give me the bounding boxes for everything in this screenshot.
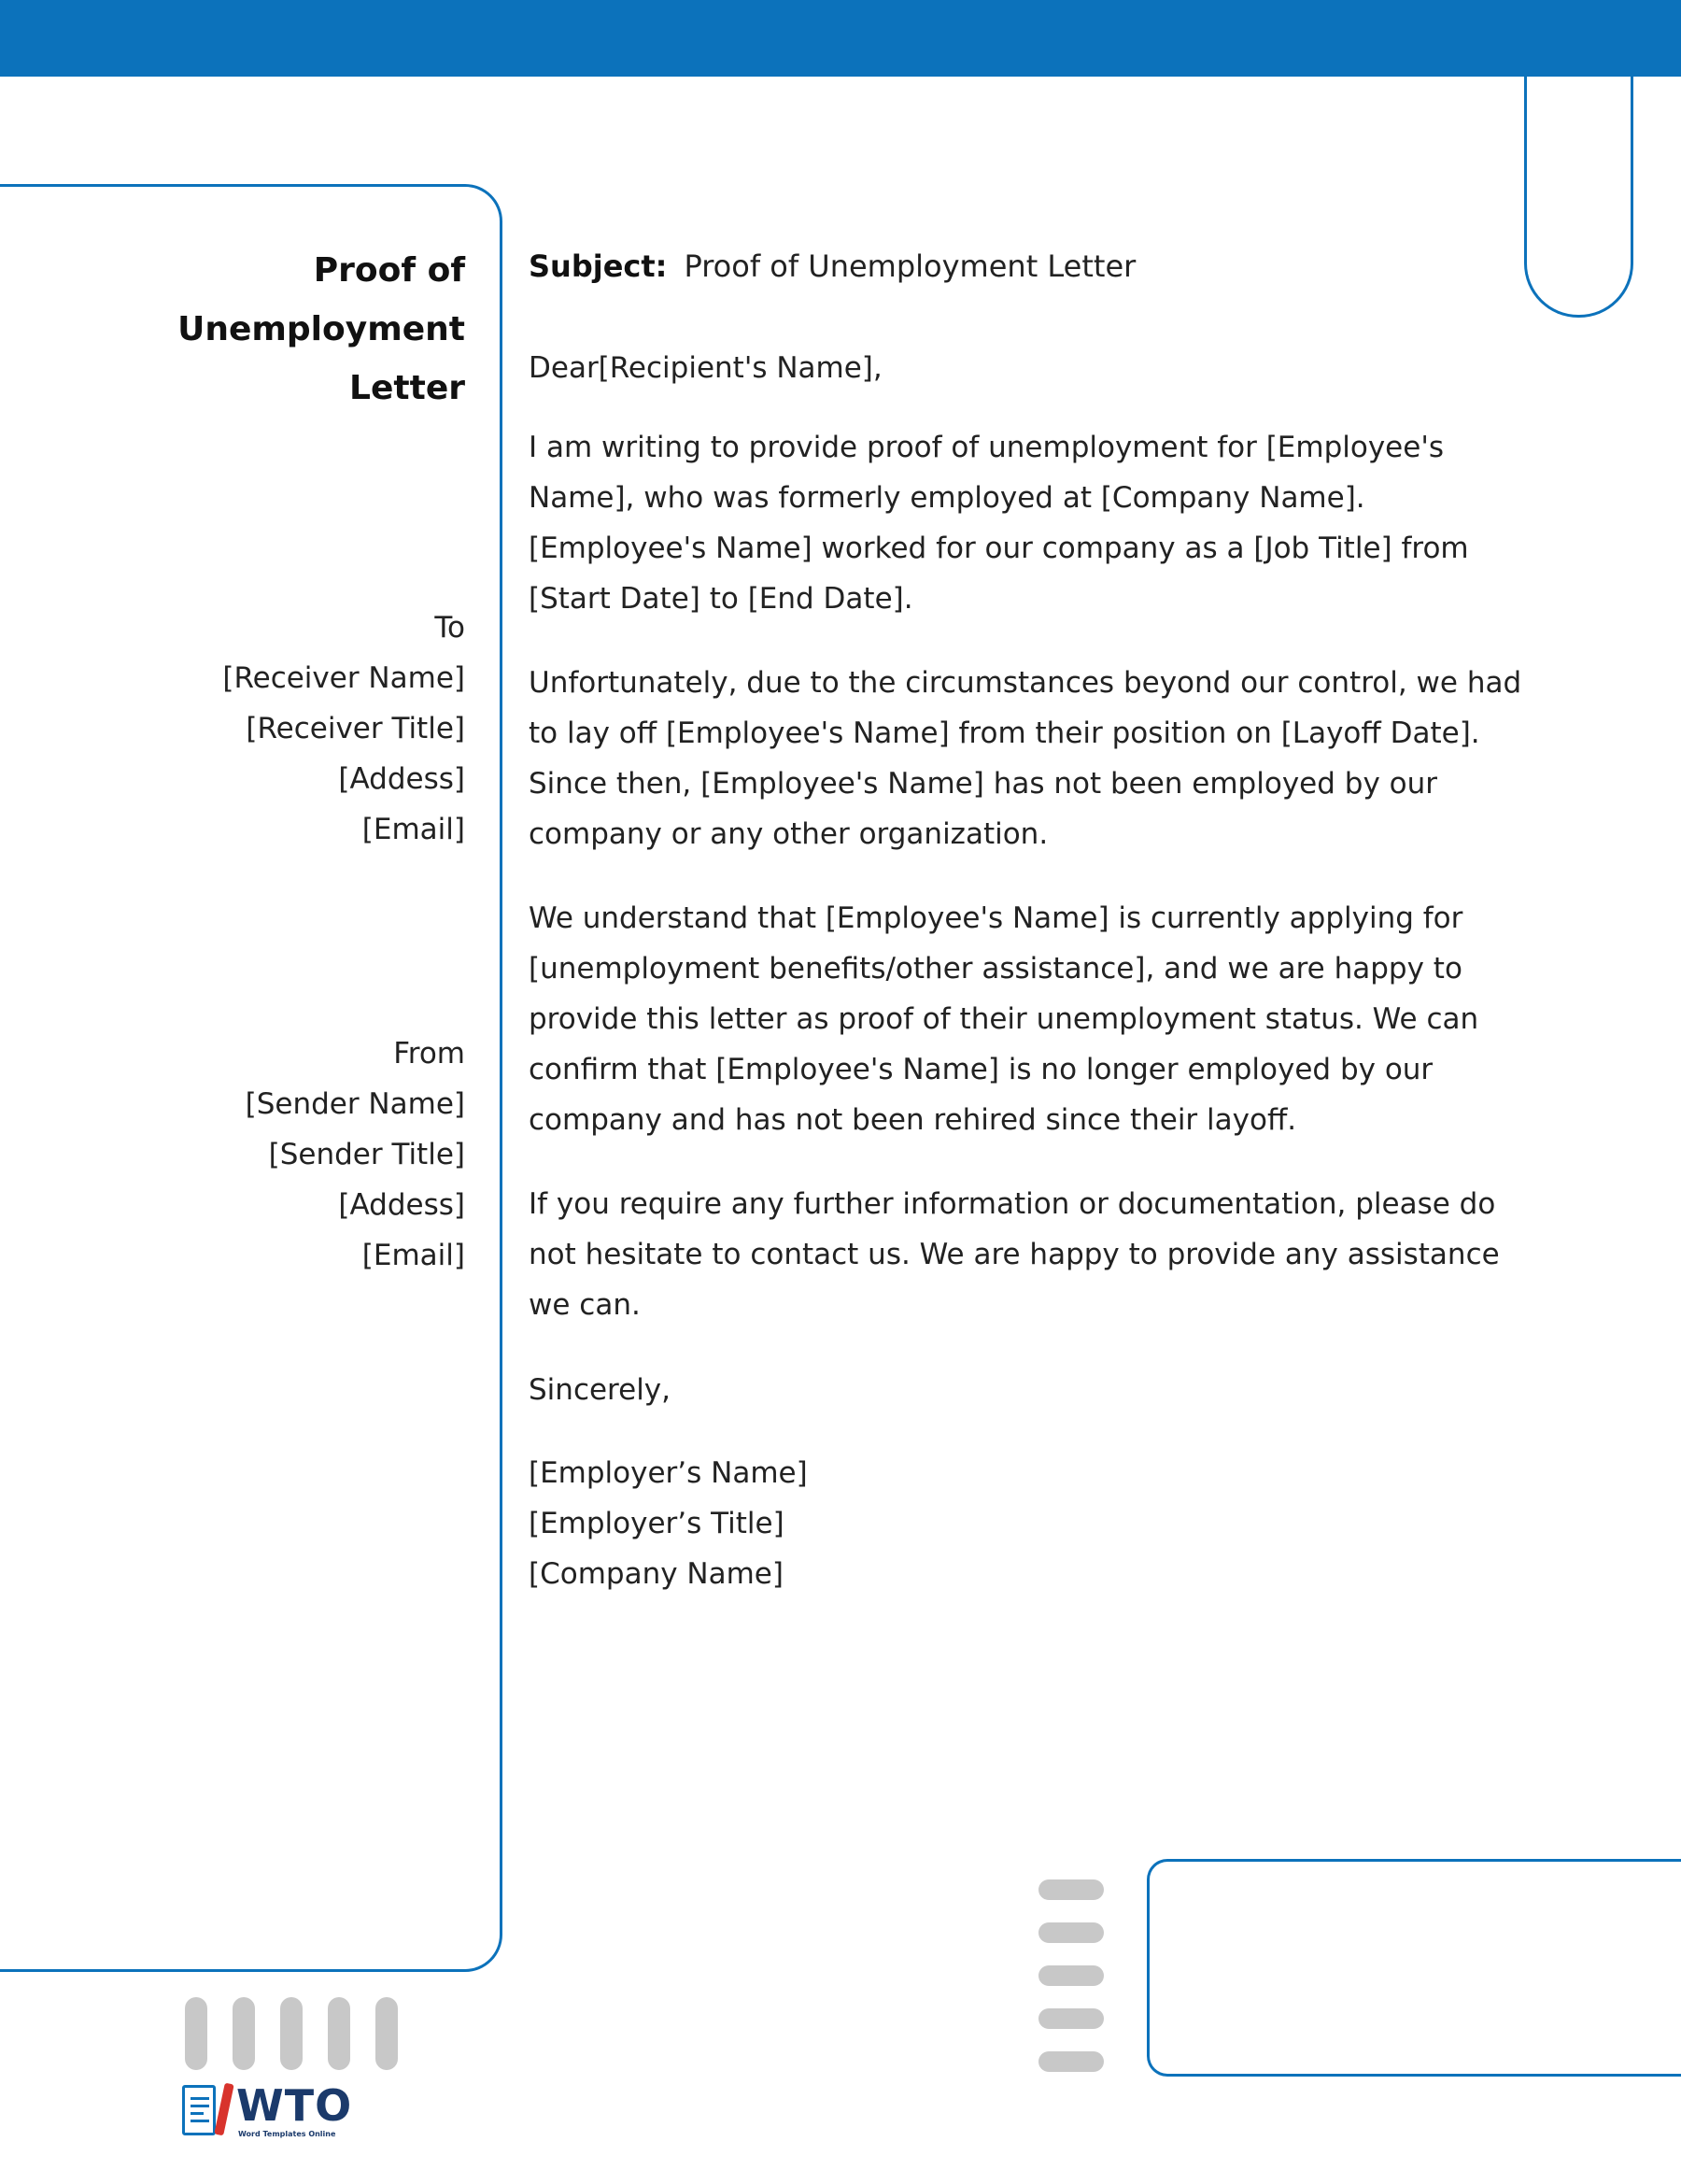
subject-label: Subject:	[529, 248, 668, 284]
receiver-name: [Receiver Name]	[222, 661, 465, 695]
pill	[185, 1997, 207, 2070]
header-bar	[0, 0, 1681, 77]
pill	[1038, 1965, 1104, 1986]
salutation: Dear[Recipient's Name],	[529, 351, 883, 385]
subject-line	[529, 241, 1136, 291]
logo-text: WTO	[236, 2080, 353, 2131]
sender-name: [Sender Name]	[245, 1087, 465, 1121]
title-line: Letter	[349, 369, 465, 407]
pill	[375, 1997, 398, 2070]
body-paragraph: We understand that [Employee's Name] is currently applying for [unemployment benefits/other assistance], and we are happy to provide this letter as proof of their unemployment status. We can confirm that [Employee's Name] is no longer employed by our company and has not been rehired since their layoff.	[529, 901, 1479, 1137]
employer-title: [Employer’s Title]	[529, 1507, 784, 1540]
signature-block	[529, 1448, 1528, 1599]
employer-name: [Employer’s Name]	[529, 1456, 808, 1490]
title-line: Proof of	[313, 251, 465, 290]
decorative-tab	[1524, 56, 1633, 318]
receiver-email: [Email]	[361, 813, 465, 846]
sender-title: [Sender Title]	[268, 1138, 465, 1171]
pill	[328, 1997, 350, 2070]
recipient-block	[75, 603, 465, 855]
to-label: To	[434, 611, 465, 645]
body-paragraph: Unfortunately, due to the circumstances beyond our control, we had to lay off [Employee's Name] from their position on [Layoff Date]. Since then, [Employee's Name] has not been employed by our company or any other organization.	[529, 666, 1522, 851]
sender-address: [Addess]	[338, 1188, 465, 1222]
wto-logo	[180, 2081, 376, 2143]
document-icon	[182, 2085, 216, 2135]
pill	[1038, 1879, 1104, 1900]
subject-text: Proof of Unemployment Letter	[684, 248, 1137, 284]
logo-subtitle: Word Templates Online	[238, 2130, 336, 2138]
sender-block	[75, 1028, 465, 1281]
pill	[1038, 2051, 1104, 2072]
sender-email: [Email]	[361, 1239, 465, 1272]
receiver-address: [Addess]	[338, 762, 465, 796]
body-paragraph: I am writing to provide proof of unemployment for [Employee's Name], who was formerly employed at [Company Name]. [Employee's Name] worked for our company as a [Job Title] from [Start Date] to [End Date].	[529, 431, 1469, 616]
closing: Sincerely,	[529, 1373, 671, 1407]
pill	[1038, 2008, 1104, 2029]
document-title	[75, 241, 465, 418]
pen-icon	[214, 2083, 233, 2136]
receiver-title: [Receiver Title]	[246, 712, 465, 745]
company-name: [Company Name]	[529, 1557, 784, 1591]
pill	[233, 1997, 255, 2070]
body-paragraph: If you require any further information or documentation, please do not hesitate to contact us. We are happy to provide any assistance we can.	[529, 1187, 1500, 1322]
pill	[1038, 1922, 1104, 1943]
title-line: Unemployment	[177, 310, 465, 348]
from-label: From	[393, 1037, 465, 1071]
pill	[280, 1997, 303, 2070]
decorative-box	[1147, 1859, 1681, 2077]
